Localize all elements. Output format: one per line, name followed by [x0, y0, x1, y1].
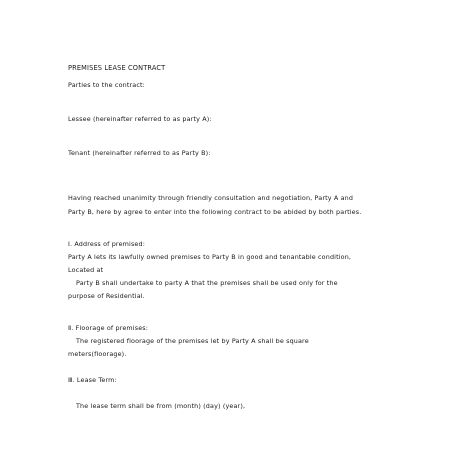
intro-paragraph-line-1: Having reached unanimity through friendly consultation and negotiation, Party A and: [68, 194, 354, 202]
section-1-line-3: Party B shall undertake to party A that the premises shall be used only for the: [76, 279, 338, 287]
section-1-heading: Ⅰ. Address of premised:: [68, 240, 146, 248]
section-2-line-1: The registered floorage of the premises let by Party A shall be square: [76, 337, 309, 345]
section-1-line-4: purpose of Residential.: [68, 292, 145, 300]
intro-paragraph-line-2: Party B, here by agree to enter into the following contract to be abided by both parties.: [68, 208, 362, 216]
parties-heading: Parties to the contract:: [68, 81, 145, 89]
section-3-line-1: The lease term shall be from (month) (day) (year),: [76, 402, 246, 410]
section-2-heading: Ⅱ. Floorage of premises:: [68, 324, 149, 332]
section-1-line-2: Located at: [68, 266, 104, 274]
lessee-line: Lessee (hereinafter referred to as party A):: [68, 115, 212, 123]
tenant-line: Tenant (hereinafter referred to as Party B):: [68, 149, 211, 157]
document-title: PREMISES LEASE CONTRACT: [68, 64, 166, 72]
section-3-heading: Ⅲ. Lease Term:: [68, 376, 117, 384]
section-1-line-1: Party A lets its lawfully owned premises to Party B in good and tenantable condition,: [68, 253, 352, 261]
section-2-line-2: meters(floorage).: [68, 350, 127, 358]
